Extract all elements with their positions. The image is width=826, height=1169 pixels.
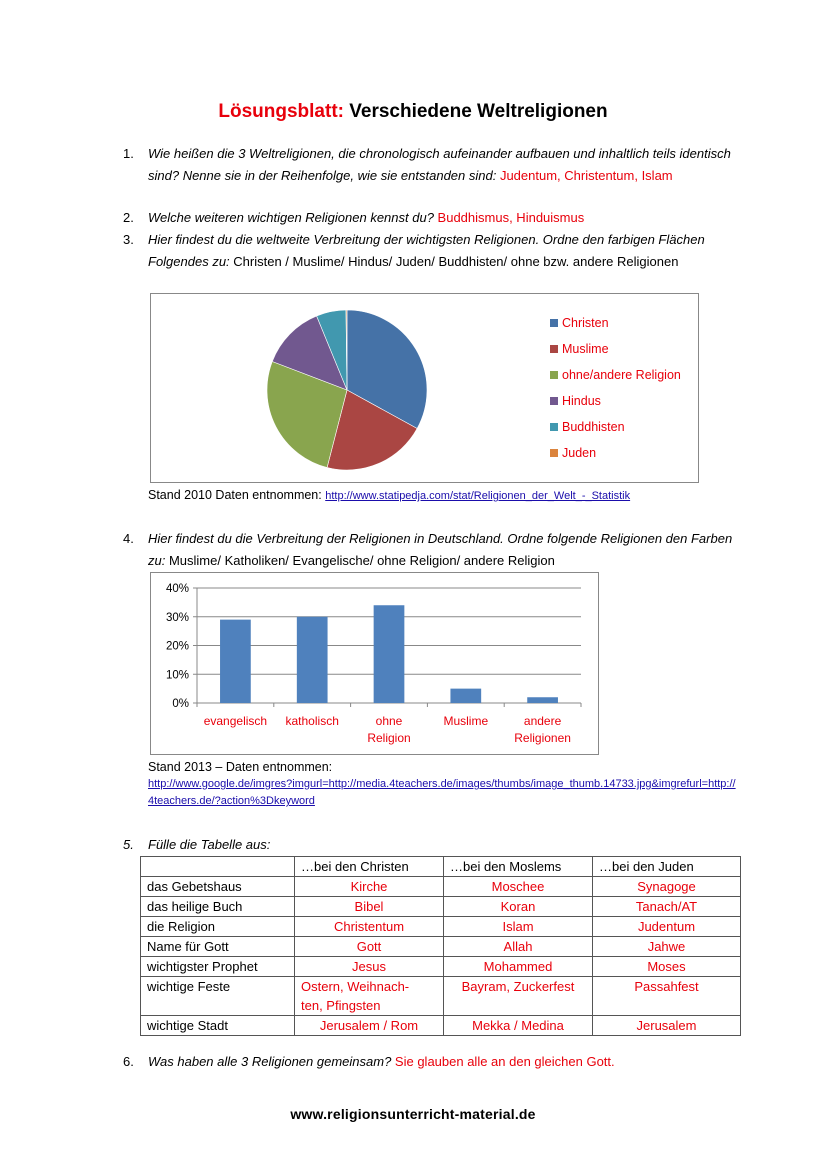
answer-text: Buddhismus, Hinduismus: [437, 210, 585, 225]
question-number: 6.: [123, 1054, 134, 1069]
table-cell-answer: Mohammed: [444, 957, 593, 977]
table-cell-answer: Synagoge: [593, 877, 741, 897]
question-number: 4.: [123, 531, 134, 546]
source-2010: [148, 488, 630, 502]
legend-label: Juden: [562, 446, 597, 460]
legend-item: [550, 394, 601, 408]
table-row: [141, 877, 741, 897]
bar-andere-religionen: [527, 697, 558, 703]
table-cell-answer: Koran: [444, 897, 593, 917]
table-cell-answer: Passahfest: [593, 977, 741, 1016]
question-text: Welche weiteren wichtigen Religionen kennst du?: [148, 210, 438, 225]
table-cell-answer: Moschee: [444, 877, 593, 897]
x-tick-label: andere: [523, 714, 562, 728]
y-tick-label: 30%: [165, 611, 189, 624]
x-tick-label: ohne: [375, 714, 403, 728]
source-label: Stand 2010 Daten entnommen:: [148, 488, 326, 502]
table-header-cell: …bei den Christen: [295, 857, 444, 877]
question-text: Was haben alle 3 Religionen gemeinsam?: [148, 1054, 395, 1069]
legend-item: [550, 420, 625, 434]
table-row-label: wichtige Stadt: [141, 1016, 295, 1036]
x-tick-label: Religion: [367, 731, 411, 745]
legend-swatch: [550, 423, 558, 431]
table-row-label: das Gebetshaus: [141, 877, 295, 897]
answer-text: Judentum, Christentum, Islam: [499, 167, 673, 183]
table-row-label: wichtigster Prophet: [141, 957, 295, 977]
question-number: 3.: [123, 232, 134, 247]
x-tick-label: Muslime: [443, 714, 489, 728]
y-tick-label: 10%: [165, 669, 189, 682]
question-options: Muslime/ Katholiken/ Evangelische/ ohne Religion/ andere Religion: [168, 552, 555, 568]
question-2: [123, 207, 743, 229]
table-cell-answer: Bibel: [295, 897, 444, 917]
religions-table: [140, 856, 741, 1036]
pie-chart-svg: [151, 294, 698, 482]
question-1: [123, 143, 743, 186]
table-row: [141, 957, 741, 977]
question-options: Christen / Muslime/ Hindus/ Juden/ Buddhisten/ ohne bzw. andere Religionen: [233, 253, 679, 269]
table-row: [141, 977, 741, 1016]
x-tick-label: Religionen: [514, 731, 571, 745]
legend-label: Christen: [562, 316, 609, 330]
legend-label: Muslime: [562, 342, 609, 356]
table-header-cell: [141, 857, 295, 877]
question-5: [123, 834, 743, 856]
source-link[interactable]: http://www.google.de/imgres?imgurl=http://media.4teachers.de/images/thumbs/image_thumb.14733.jpg&imgrefurl=http://4teachers.de/?action%3Dkeyword: [148, 778, 736, 807]
table-row-label: wichtige Feste: [141, 977, 295, 1016]
question-6: [123, 1051, 743, 1073]
page-title: [0, 101, 826, 123]
legend-swatch: [550, 449, 558, 457]
question-3: [123, 229, 743, 272]
bar-evangelisch: [220, 620, 251, 703]
table-cell-answer: Jerusalem: [593, 1016, 741, 1036]
table-cell-answer: Kirche: [295, 877, 444, 897]
table-header-cell: …bei den Juden: [593, 857, 741, 877]
x-tick-label: katholisch: [285, 714, 339, 728]
legend-swatch: [550, 397, 558, 405]
question-text: Hier findest du die Verbreitung der Religionen in Deutschland. Ordne folgende Religionen den Farben zu:: [148, 531, 733, 568]
germany-religions-bar-chart: [150, 572, 599, 755]
table-row-label: Name für Gott: [141, 937, 295, 957]
y-tick-label: 0%: [172, 698, 189, 710]
question-number: 2.: [123, 210, 134, 225]
question-4: [123, 528, 743, 571]
table-cell-answer: Christentum: [295, 917, 444, 937]
table-row-label: das heilige Buch: [141, 897, 295, 917]
table-cell-answer: Mekka / Medina: [444, 1016, 593, 1036]
table-cell-answer: Bayram, Zuckerfest: [444, 977, 593, 1016]
title-main: Verschiedene Weltreligionen: [343, 101, 608, 122]
legend-swatch: [550, 345, 558, 353]
table-row: [141, 1016, 741, 1036]
bar-ohne-religion: [374, 605, 405, 703]
table-cell-answer: Tanach/AT: [593, 897, 741, 917]
question-number: 5.: [123, 837, 134, 852]
footer-website: www.religionsunterricht-material.de: [290, 1106, 536, 1122]
source-2013: [148, 758, 738, 810]
table-row: [141, 917, 741, 937]
table-cell-answer: Allah: [444, 937, 593, 957]
legend-item: [550, 342, 609, 356]
question-text: Fülle die Tabelle aus:: [148, 837, 271, 852]
legend-swatch: [550, 371, 558, 379]
answer-text: Sie glauben alle an den gleichen Gott.: [394, 1054, 615, 1069]
x-tick-label: evangelisch: [203, 714, 268, 728]
table-cell-answer: Gott: [295, 937, 444, 957]
legend-label: ohne/andere Religion: [562, 368, 681, 382]
question-text: Wie heißen die 3 Weltreligionen, die chronologisch aufeinander aufbauen und inhaltlich teils identisch sind? Nenne sie in der Reihenfolge, wie sie entstanden sind:: [148, 146, 731, 183]
table-cell-answer: Jesus: [295, 957, 444, 977]
world-religions-pie-chart: [150, 293, 699, 483]
y-tick-label: 20%: [165, 640, 189, 653]
bar-muslime: [450, 689, 481, 703]
table-cell-answer: Judentum: [593, 917, 741, 937]
legend-label: Hindus: [562, 394, 601, 408]
table-cell-answer: Jahwe: [593, 937, 741, 957]
bar-chart-svg: [151, 573, 598, 754]
table-row: [141, 897, 741, 917]
legend-label: Buddhisten: [562, 420, 625, 434]
y-tick-label: 40%: [165, 583, 189, 595]
table-cell-answer: Islam: [444, 917, 593, 937]
table-cell-answer: Jerusalem / Rom: [295, 1016, 444, 1036]
question-number: 1.: [123, 146, 134, 161]
legend-item: [550, 316, 609, 330]
table-header-row: [141, 857, 741, 877]
title-prefix: Lösungsblatt:: [218, 101, 344, 122]
question-text: Hier findest du die weltweite Verbreitung der wichtigsten Religionen. Ordne den farbigen Flächen Folgendes zu:: [148, 232, 705, 269]
legend-item: [550, 446, 596, 460]
table-header-cell: …bei den Moslems: [444, 857, 593, 877]
table-row: [141, 937, 741, 957]
table-cell-answer: Ostern, Weihnach- ten, Pfingsten: [295, 977, 444, 1016]
source-link[interactable]: http://www.statipedja.com/stat/Religionen_der_Welt_-_Statistik: [325, 490, 631, 502]
table-row-label: die Religion: [141, 917, 295, 937]
legend-item: [550, 368, 681, 382]
bar-katholisch: [297, 617, 328, 703]
table-cell-answer: Moses: [593, 957, 741, 977]
source-label: Stand 2013 – Daten entnommen:: [148, 760, 333, 774]
legend-swatch: [550, 319, 558, 327]
